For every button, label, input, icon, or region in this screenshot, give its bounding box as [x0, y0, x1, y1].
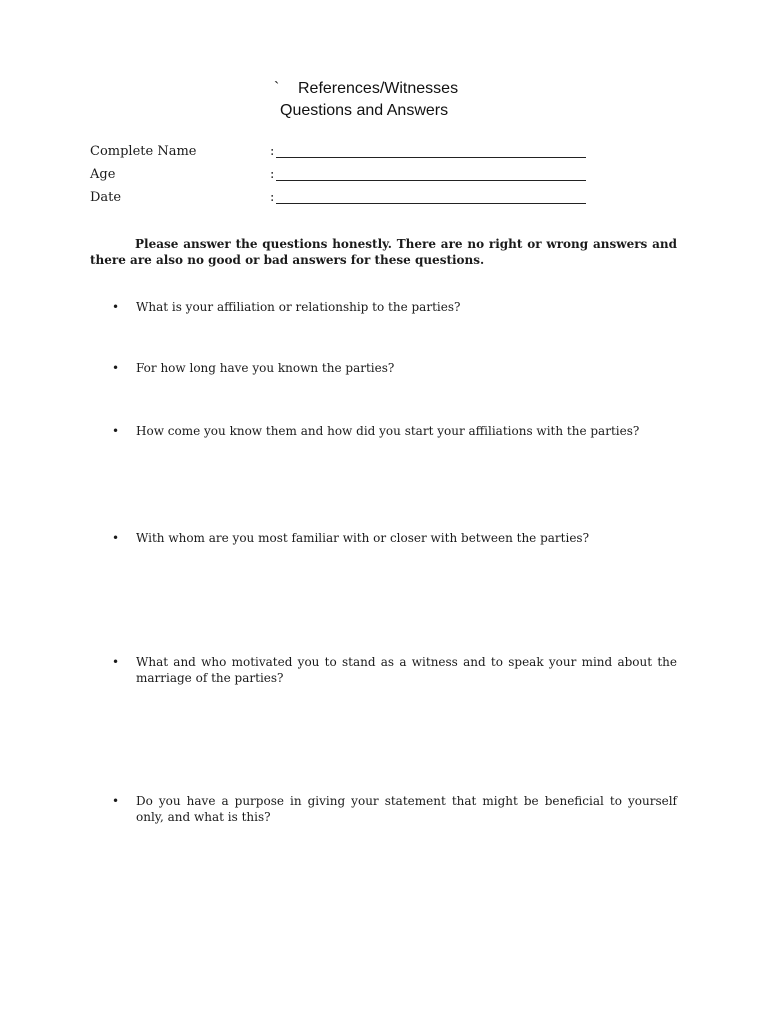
question-text: How come you know them and how did you start your affiliations with the parties?: [136, 424, 640, 438]
question-text: Do you have a purpose in giving your statement that might be beneficial to yourself only, and what is this?: [136, 794, 677, 824]
stray-mark: `: [274, 80, 280, 97]
field-label: Date: [90, 190, 122, 205]
field-label: Age: [90, 167, 116, 182]
bullet-icon: •: [112, 531, 120, 545]
field-colon: :: [270, 144, 275, 159]
question-text: What is your affiliation or relationship to the parties?: [136, 300, 461, 314]
complete-name-field: [90, 144, 590, 162]
bullet-icon: •: [112, 794, 120, 808]
field-colon: :: [270, 190, 275, 205]
question-text: With whom are you most familiar with or closer with between the parties?: [136, 531, 590, 545]
bullet-icon: •: [112, 655, 120, 669]
question-text: For how long have you known the parties?: [136, 361, 395, 375]
date-field: [90, 190, 590, 208]
instructions-paragraph: Please answer the questions honestly. There are no right or wrong answers and there are also no good or bad answers for these questions.: [90, 237, 677, 267]
date-blank-line[interactable]: [276, 203, 586, 204]
bullet-icon: •: [112, 424, 120, 438]
title-line-2: Questions and Answers: [280, 102, 449, 119]
complete-name-blank-line[interactable]: [276, 157, 586, 158]
title-line-1: References/Witnesses: [298, 80, 459, 97]
question-text: What and who motivated you to stand as a witness and to speak your mind about the marriage of the parties?: [136, 655, 677, 685]
field-label: Complete Name: [90, 144, 197, 159]
age-blank-line[interactable]: [276, 180, 586, 181]
bullet-icon: •: [112, 361, 120, 375]
bullet-icon: •: [112, 300, 120, 314]
field-colon: :: [270, 167, 275, 182]
age-field: [90, 167, 590, 185]
